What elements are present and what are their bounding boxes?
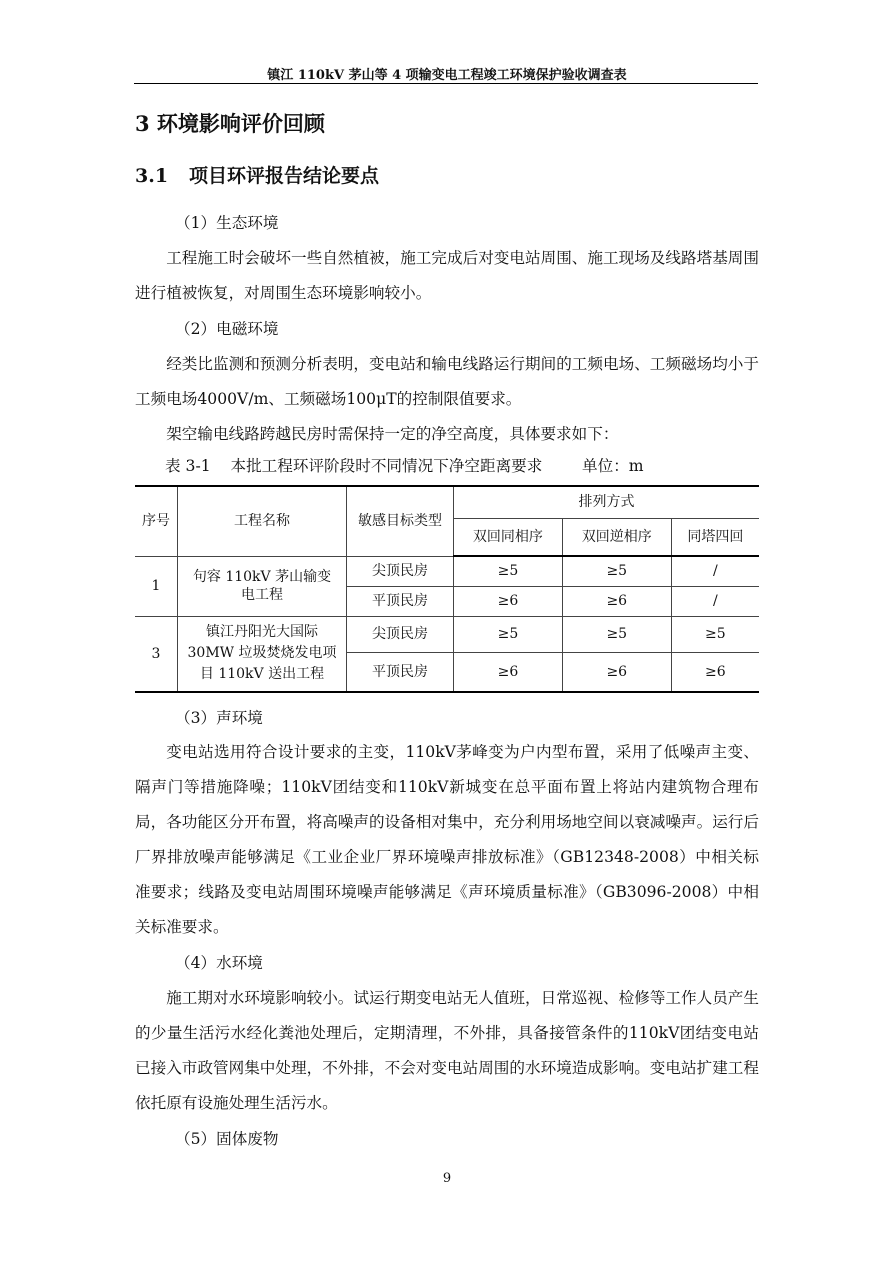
subsection-title: 项目环评报告结论要点: [189, 165, 380, 187]
ecology-heading: （1）生态环境: [175, 214, 279, 232]
clearance-table: [135, 485, 759, 693]
table-cell-target: 尖顶民房: [347, 616, 454, 652]
table-cell-value: ≥6: [562, 652, 671, 692]
table-cell-value: ≥5: [454, 556, 563, 586]
table-cell-index: 1: [135, 556, 178, 616]
table-cell-value: ≥5: [454, 616, 563, 652]
noise-paragraph: 变电站选用符合设计要求的主变，110kV茅峰变为户内型布置，采用了低噪声主变、隔声门等措施降噪；110kV团结变和110kV新城变在总平面布置上将站内建筑物合理布局，各功能区分开布置，将高噪声的设备相对集中，充分利用场地空间以衰减噪声。运行后厂界排放噪声能够满足《工业企业厂界环境噪声排放标准》（GB12348-2008）中相关标准要求；线路及变电站周围环境噪声能够满足《声环境质量标准》（GB3096-2008）中相关标准要求。: [135, 743, 759, 936]
em-heading: （2）电磁环境: [175, 320, 279, 338]
subsection-number: 3.1: [135, 165, 169, 187]
table-cell-value: ≥5: [562, 616, 671, 652]
header-rule: [134, 83, 758, 84]
running-header-title: 镇江 110kV 茅山等 4 项输变电工程竣工环境保护验收调查表: [267, 68, 627, 83]
ecology-paragraph: 工程施工时会破坏一些自然植被，施工完成后对变电站周围、施工现场及线路塔基周围进行植被恢复，对周围生态环境影响较小。: [135, 249, 759, 302]
table-cell-target: 平顶民房: [347, 652, 454, 692]
solid-waste-heading: （5）固体废物: [175, 1130, 279, 1148]
section-heading: 3 环境影响评价回顾: [135, 111, 325, 136]
table-cell-project: 句容 110kV 茅山输变电工程: [178, 556, 347, 616]
table-caption: 表 3-1 本批工程环评阶段时不同情况下净空距离要求 单位：m: [165, 457, 644, 475]
table-header-index: 序号: [135, 486, 178, 556]
noise-heading: （3）声环境: [175, 709, 263, 727]
table-row: [135, 556, 759, 586]
page-number: 9: [442, 1171, 452, 1186]
water-heading: （4）水环境: [175, 954, 263, 972]
table-header-col2: 双回逆相序: [562, 518, 671, 556]
table-cell-value: ≥6: [562, 586, 671, 616]
em-paragraph: 经类比监测和预测分析表明，变电站和输电线路运行期间的工频电场、工频磁场均小于工频电场4000V/m、工频磁场100μT的控制限值要求。: [135, 355, 759, 408]
table-cell-project: 镇江丹阳光大国际30MW 垃圾焚烧发电项目 110kV 送出工程: [178, 616, 347, 692]
table-header-project: 工程名称: [178, 486, 347, 556]
table-cell-value: ≥6: [454, 586, 563, 616]
table-cell-value: /: [671, 556, 759, 586]
table-header-target: 敏感目标类型: [347, 486, 454, 556]
table-cell-value: ≥6: [671, 652, 759, 692]
table-cell-value: ≥6: [454, 652, 563, 692]
table-cell-value: ≥5: [671, 616, 759, 652]
table-header-arrangement: 排列方式: [454, 486, 760, 518]
subsection-heading: [135, 161, 379, 188]
table-header-col1: 双回同相序: [454, 518, 563, 556]
table-row: [135, 616, 759, 652]
water-paragraph: 施工期对水环境影响较小。试运行期变电站无人值班，日常巡视、检修等工作人员产生的少量生活污水经化粪池处理后，定期清理，不外排，具备接管条件的110kV团结变电站已接入市政管网集中处理，不外排，不会对变电站周围的水环境造成影响。变电站扩建工程依托原有设施处理生活污水。: [135, 989, 759, 1112]
table-header-col3: 同塔四回: [671, 518, 759, 556]
table-cell-target: 平顶民房: [347, 586, 454, 616]
table-cell-target: 尖顶民房: [347, 556, 454, 586]
table-cell-index: 3: [135, 616, 178, 692]
table-cell-value: /: [671, 586, 759, 616]
em-paragraph-2: 架空输电线路跨越民房时需保持一定的净空高度，具体要求如下：: [166, 425, 619, 443]
table-cell-value: ≥5: [562, 556, 671, 586]
